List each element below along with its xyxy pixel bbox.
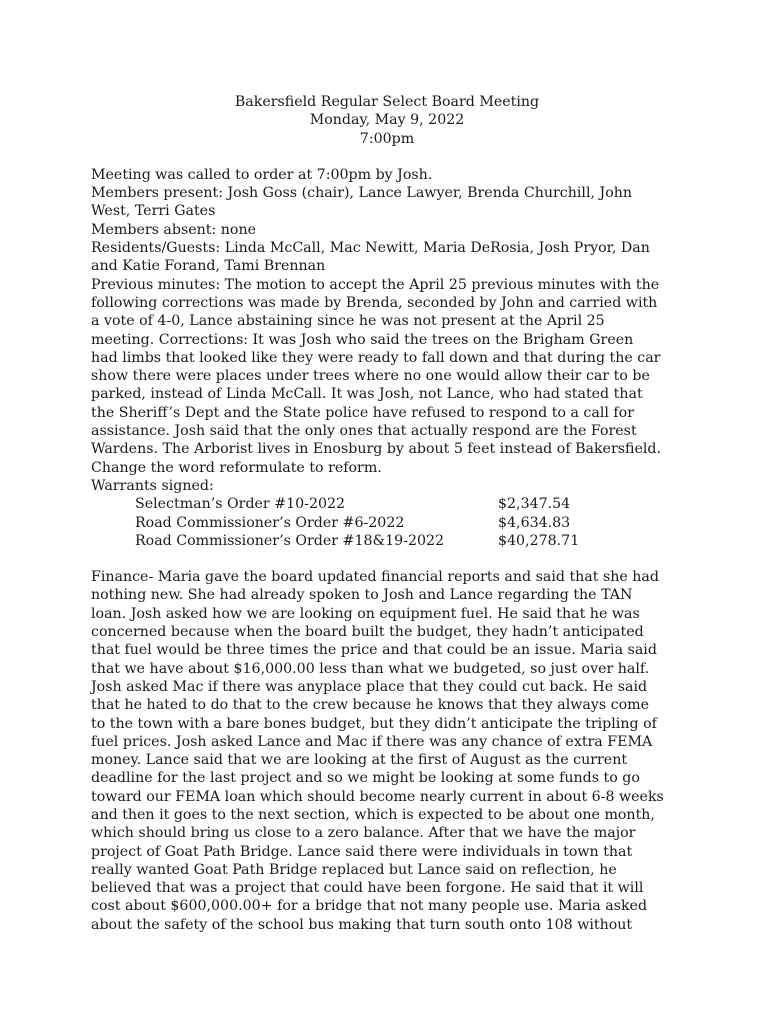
meeting-header <box>83 93 691 148</box>
finance-line: concerned because when the board built the budget, they hadn’t anticipated <box>91 624 644 641</box>
body-line: the Sheriff’s Dept and the State police have refused to respond to a call for <box>91 404 634 421</box>
warrant-amount: $4,634.83 <box>498 514 571 531</box>
warrant-name: Selectman’s Order #10-2022 <box>135 496 346 513</box>
finance-line: that he hated to do that to the crew because he knows that they always come <box>91 697 649 714</box>
finance-section <box>91 568 691 934</box>
finance-line: money. Lance said that we are looking at the first of August as the current <box>91 752 628 769</box>
finance-line: Josh asked Mac if there was anyplace place that they could cut back. He said <box>91 678 648 695</box>
warrant-row <box>135 532 691 550</box>
finance-line: that we have about $16,000.00 less than what we budgeted, so just over half. <box>91 660 650 677</box>
body-line: Members present: Josh Goss (chair), Lance Lawyer, Brenda Churchill, John <box>91 185 633 202</box>
finance-line: Finance- Maria gave the board updated financial reports and said that she had <box>91 569 659 586</box>
body-line: had limbs that looked like they were ready to fall down and that during the car <box>91 349 661 366</box>
finance-line: which should bring us close to a zero balance. After that we have the major <box>91 825 636 842</box>
finance-line: really wanted Goat Path Bridge replaced but Lance said on reflection, he <box>91 861 617 878</box>
finance-line: that fuel would be three times the price and that could be an issue. Maria said <box>91 642 657 659</box>
finance-line: fuel prices. Josh asked Lance and Mac if there was any chance of extra FEMA <box>91 733 653 750</box>
warrants-list <box>135 495 691 550</box>
body-line: meeting. Corrections: It was Josh who said the trees on the Brigham Green <box>91 331 634 348</box>
finance-line: toward our FEMA loan which should become nearly current in about 6-8 weeks <box>91 788 664 805</box>
body-line: parked, instead of Linda McCall. It was Josh, not Lance, who had stated that <box>91 386 643 403</box>
warrant-name: Road Commissioner’s Order #6-2022 <box>135 514 405 531</box>
finance-line: cost about $600,000.00+ for a bridge that not many people use. Maria asked <box>91 898 648 915</box>
document-page <box>91 93 691 934</box>
body-line: assistance. Josh said that the only ones that actually respond are the Forest <box>91 423 637 440</box>
finance-line: to the town with a bare bones budget, but they didn’t anticipate the tripling of <box>91 715 657 732</box>
body-line: Previous minutes: The motion to accept the April 25 previous minutes with the <box>91 276 660 293</box>
meeting-time: 7:00pm <box>359 130 415 147</box>
finance-line: believed that was a project that could have been forgone. He said that it will <box>91 880 644 897</box>
warrant-amount: $40,278.71 <box>498 532 580 549</box>
body-line: Warrants signed: <box>91 477 214 494</box>
body-line: and Katie Forand, Tami Brennan <box>91 258 326 275</box>
finance-line: and then it goes to the next section, which is expected to be about one month, <box>91 806 655 823</box>
finance-line: loan. Josh asked how we are looking on equipment fuel. He said that he was <box>91 605 640 622</box>
warrant-name: Road Commissioner’s Order #18&19-2022 <box>135 532 445 549</box>
body-line: Meeting was called to order at 7:00pm by Josh. <box>91 166 433 183</box>
finance-line: deadline for the last project and so we might be looking at some funds to go <box>91 770 640 787</box>
body-line: Change the word reformulate to reform. <box>91 459 382 476</box>
warrant-row <box>135 514 691 532</box>
body-line: a vote of 4-0, Lance abstaining since he was not present at the April 25 <box>91 313 605 330</box>
minutes-body <box>91 166 691 495</box>
finance-line: about the safety of the school bus making that turn south onto 108 without <box>91 916 633 933</box>
body-line: show there were places under trees where no one would allow their car to be <box>91 368 650 385</box>
body-line: Residents/Guests: Linda McCall, Mac Newitt, Maria DeRosia, Josh Pryor, Dan <box>91 240 650 257</box>
body-line: Wardens. The Arborist lives in Enosburg by about 5 feet instead of Bakersfield. <box>91 441 662 458</box>
meeting-title: Bakersfield Regular Select Board Meeting <box>234 94 540 110</box>
body-line: West, Terri Gates <box>91 203 216 220</box>
warrant-row <box>135 495 691 513</box>
finance-line: nothing new. She had already spoken to Josh and Lance regarding the TAN <box>91 587 633 604</box>
meeting-date: Monday, May 9, 2022 <box>309 112 465 129</box>
body-line: following corrections was made by Brenda, seconded by John and carried with <box>91 294 658 311</box>
finance-line: project of Goat Path Bridge. Lance said there were individuals in town that <box>91 843 633 860</box>
warrant-amount: $2,347.54 <box>498 496 571 513</box>
body-line: Members absent: none <box>91 221 256 238</box>
